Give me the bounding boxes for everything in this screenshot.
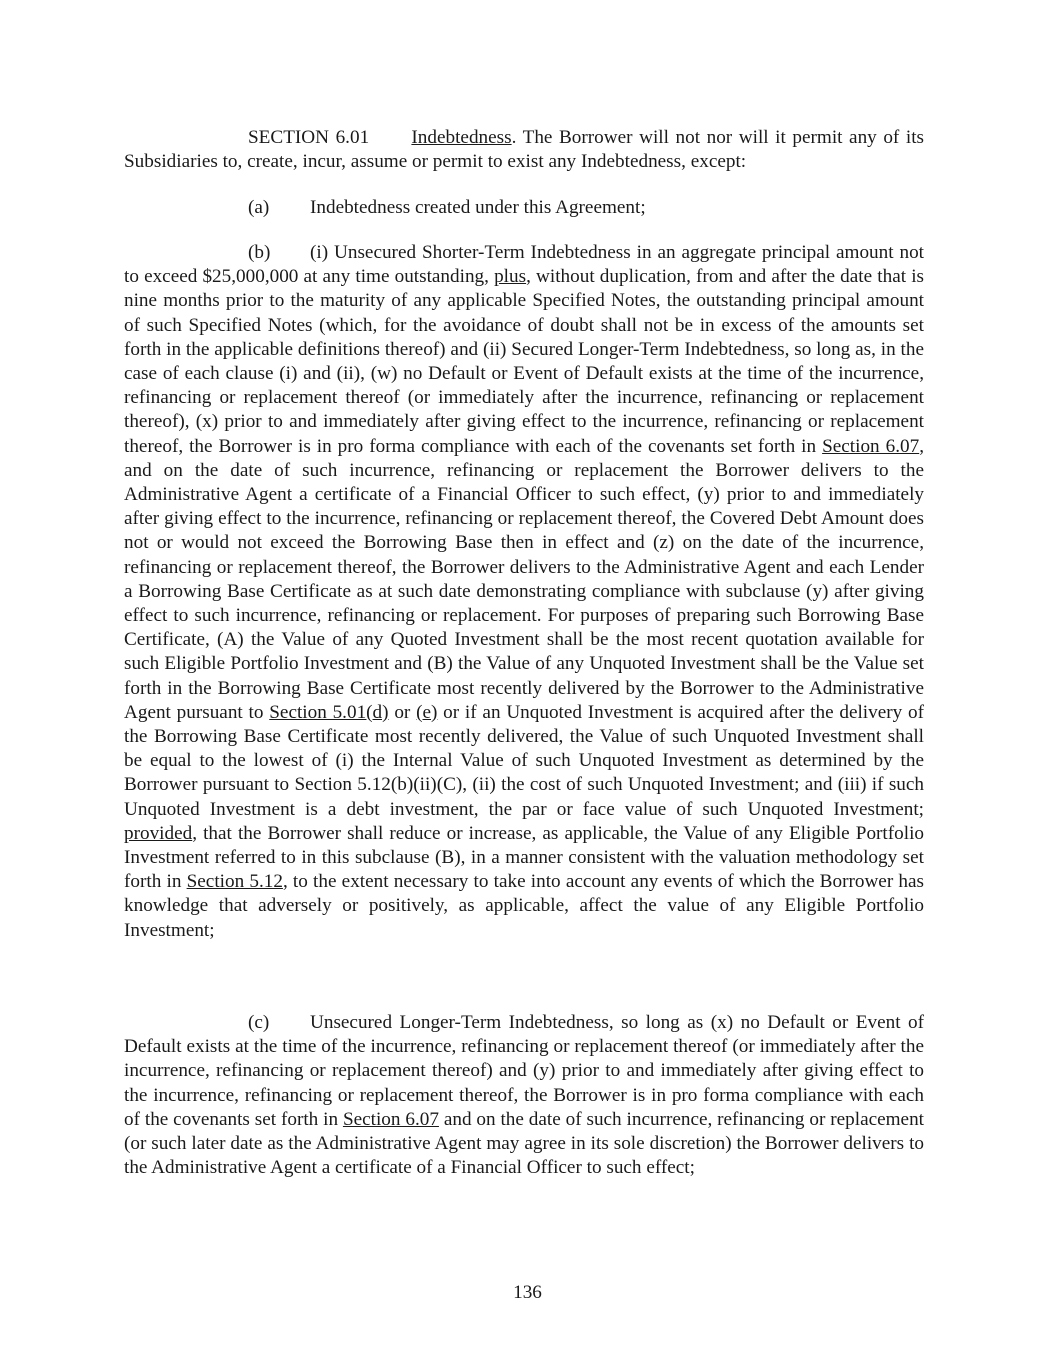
section-number: SECTION 6.01 [248, 127, 370, 148]
section-title: Indebtedness [411, 127, 512, 148]
section-heading-paragraph [124, 126, 924, 174]
section-ref: Section 6.07 [342, 1108, 439, 1130]
clause-a-label: (a) [248, 197, 270, 218]
plus-term: plus [494, 266, 527, 288]
section-ref: Section 5.01(d) [269, 701, 389, 723]
section-ref: Section 5.12 [186, 871, 283, 893]
page-number: 136 [513, 1282, 542, 1303]
clause-b-label: (b) [248, 242, 271, 263]
section-intro: . The Borrower will not nor will it permit any of its Subsidiaries to, create, incur, assume or permit to exist any Indebtedness, except: [124, 127, 925, 173]
section-ref: Section 6.07 [822, 435, 920, 457]
clause-c-paragraph: (c) Unsecured Longer-Term Indebtedness, so long as (x) no Default or Event of Default exists at the time of the incurrence, refinancing or replacement thereof (or immediately after the incurrence, refinancing or replacement thereof) and (y) prior to and immediately after giving effect to the incurrence, refinancing or replacement thereof, the Borrower is in pro forma compliance with each of the covenants set forth in Section 6.07 and on the date of such incurrence, refinancing or replacement (or such later date as the Administrative Agent may agree in its sole discretion) the Borrower delivers to the Administrative Agent a certificate of a Financial Officer to such effect; [124, 1012, 924, 1179]
provided-term: provided [124, 822, 193, 844]
section-ref: (e) [416, 701, 438, 723]
clause-a-text: Indebtedness created under this Agreement; [310, 197, 646, 218]
clause-b-paragraph: (b) (i) Unsecured Shorter-Term Indebtedness in an aggregate principal amount not to exceed $25,000,000 at any time outstanding, plus, without duplication, from and after the date that is nine months prior to the maturity of any applicable Specified Notes, the outstanding principal amount of such Specified Notes (which, for the avoidance of doubt shall not be in excess of the amounts set forth in the applicable definitions thereof) and (ii) Secured Longer-Term Indebtedness, so long as, in the case of each clause (i) and (ii), (w) no Default or Event of Default exists at the time of the incurrence, refinancing or replacement thereof (or immediately after the incurrence, refinancing or replacement thereof), (x) prior to and immediately after giving effect to the incurrence, refinancing or replacement thereof, the Borrower is in pro forma compliance with each of the covenants set forth in Section 6.07, and on the date of such incurrence, refinancing or replacement the Borrower delivers to the Administrative Agent a certificate of a Financial Officer to such effect, (y) prior to and immediately after giving effect to the incurrence, refinancing or replacement thereof, the Covered Debt Amount does not or would not exceed the Borrowing Base then in effect and (z) on the date of the incurrence, refinancing or replacement thereof, the Borrower delivers to the Administrative Agent and each Lender a Borrowing Base Certificate as at such date demonstrating compliance with subclause (y) after giving effect to such incurrence, refinancing or replacement. For purposes of preparing such Borrowing Base Certificate, (A) the Value of any Quoted Investment shall be the most recent quotation available for such Eligible Portfolio Investment and (B) the Value of any Unquoted Investment shall be the Value set forth in the Borrowing Base Certificate most recently delivered by the Borrower to the Administrative Agent pursuant to Section 5.01(d) or (e) or if an Unquoted Investment is acquired after the delivery of the Borrowing Base Certificate most recently delivered, the Value of such Unquoted Investment shall be equal to the lowest of (i) the Internal Value of such Unquoted Investment as determined by the Borrower pursuant to Section 5.12(b)(ii)(C), (ii) the cost of such Unquoted Investment; and (iii) if such Unquoted Investment is a debt investment, the par or face value of such Unquoted Investment; provided, that the Borrower shall reduce or increase, as applicable, the Value of any Eligible Portfolio Investment referred to in this subclause (B), in a manner consistent with the valuation methodology set forth in Section 5.12, to the extent necessary to take into account any events of which the Borrower has knowledge that adversely or positively, as applicable, affect the value of any Eligible Portfolio Investment; [124, 242, 924, 941]
clause-c-label: (c) [248, 1012, 270, 1033]
